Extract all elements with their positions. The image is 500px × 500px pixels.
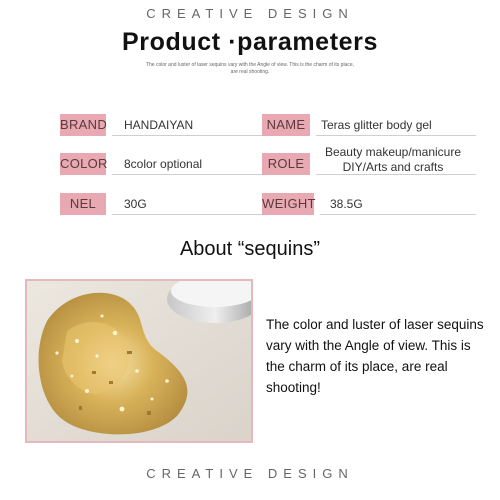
role-underline xyxy=(316,174,476,175)
role-label: ROLE xyxy=(262,153,310,175)
weight-value: 38.5G xyxy=(330,197,363,211)
glitter-gel-image xyxy=(27,281,251,441)
name-row xyxy=(262,114,477,136)
weight-label: WEIGHT xyxy=(262,193,314,215)
weight-row xyxy=(262,193,477,215)
role-row xyxy=(262,145,477,175)
top-tagline: CREATIVE DESIGN xyxy=(146,6,354,21)
brand-value: HANDAIYAN xyxy=(124,118,194,132)
nel-row xyxy=(60,193,250,215)
bottom-tagline: CREATIVE DESIGN xyxy=(146,466,354,481)
about-description: The color and luster of laser sequins vary with the Angle of view. This is the charm of its place, are real shooting! xyxy=(266,317,484,395)
weight-underline xyxy=(320,214,476,215)
color-label: COLOR xyxy=(60,153,106,175)
name-label: NAME xyxy=(262,114,310,136)
color-value: 8color optional xyxy=(124,157,203,171)
nel-label: NEL xyxy=(60,193,106,215)
name-value: Teras glitter body gel xyxy=(321,118,432,132)
brand-row xyxy=(60,114,250,136)
role-value: Beauty makeup/manicure DIY/Arts and crafts xyxy=(324,145,462,174)
nel-value: 30G xyxy=(124,197,147,211)
page-title: Product ·parameters xyxy=(122,28,378,56)
brand-label: BRAND xyxy=(60,114,106,136)
about-title: About “sequins” xyxy=(179,238,321,260)
name-underline xyxy=(316,135,476,136)
color-row xyxy=(60,153,250,175)
subtext-paragraph: The color and luster of laser sequins vary with the Angle of view. This is the charm of its place, are real shooting. xyxy=(145,62,355,75)
sequins-photo xyxy=(25,279,253,443)
